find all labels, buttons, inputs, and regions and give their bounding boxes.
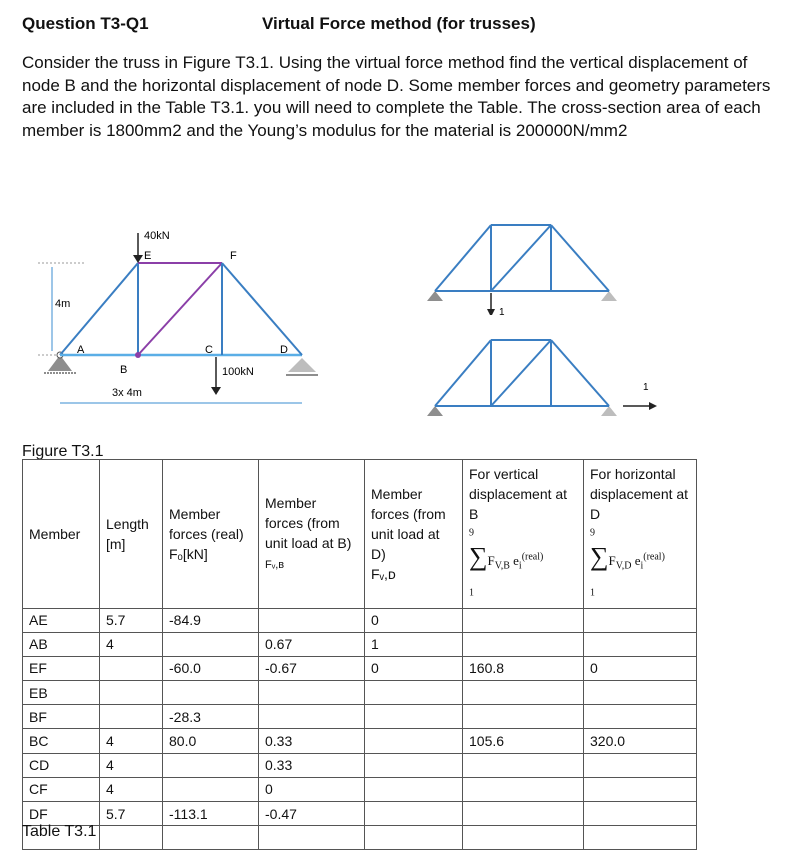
header-real-force: Member forces (real) Fₒ[kN] [163, 460, 259, 609]
cell-fvb [259, 826, 365, 850]
unit-load-d-truss [425, 320, 675, 420]
cell-fvb [259, 608, 365, 632]
cell-member: AE [23, 608, 100, 632]
cell-fvb: 0 [259, 777, 365, 801]
cell-sum-d [584, 681, 697, 705]
cell-member: BC [23, 729, 100, 753]
cell-length [100, 826, 163, 850]
member-ae [60, 263, 138, 355]
table-row [23, 753, 697, 777]
header-fvd: Member forces (from unit load at D) Fᵥ,ᴅ [365, 460, 463, 609]
header-disp-d: For horizontal displacement at D $^9$ $\sum F_{V,D}$ $e_i^{(real)}$ $_1$ [584, 460, 697, 609]
sum-b-formula: $^9$ $\sum F_{V,B}$ $e_i^{(real)}$ $_1$ [469, 528, 544, 599]
cell-real: -28.3 [163, 705, 259, 729]
load-40kn-label: 40kN [144, 230, 170, 242]
cell-sum-b: 160.8 [463, 656, 584, 680]
cell-fvd [365, 826, 463, 850]
table-row [23, 608, 697, 632]
cell-sum-b [463, 802, 584, 826]
node-b-label: B [120, 364, 128, 376]
cell-sum-d [584, 753, 697, 777]
cell-member: DF [23, 802, 100, 826]
cell-fvd [365, 802, 463, 826]
cell-sum-b [463, 608, 584, 632]
load-arrow-40kn [133, 255, 143, 263]
table-row [23, 632, 697, 656]
cell-real [163, 632, 259, 656]
cell-real [163, 681, 259, 705]
cell-fvd [365, 777, 463, 801]
node-e-label: E [144, 250, 152, 262]
member-df [222, 263, 302, 355]
cell-sum-d [584, 826, 697, 850]
cell-sum-d [584, 632, 697, 656]
sum-d-formula: $^9$ $\sum F_{V,D}$ $e_i^{(real)}$ $_1$ [590, 528, 665, 599]
cell-fvd [365, 753, 463, 777]
cell-sum-d [584, 705, 697, 729]
header-member: Member [23, 460, 100, 609]
problem-statement: Consider the truss in Figure T3.1. Using the virtual force method find the vertical displacement of node B and the horizontal displacement of node D. Some member forces and geometry parameters are included in the Table T3.1. you will need to complete the Table. The cross-section area of each member is 1800mm2 and the Young’s modulus for the material is 200000N/mm2 [22, 53, 771, 140]
cell-member: BF [23, 705, 100, 729]
table-row [23, 681, 697, 705]
cell-real [163, 826, 259, 850]
node-d-label: D [280, 344, 288, 356]
node-a-label: A [77, 344, 85, 356]
cell-sum-d: 320.0 [584, 729, 697, 753]
cell-real [163, 777, 259, 801]
cell-fvd: 0 [365, 608, 463, 632]
cell-length [100, 681, 163, 705]
cell-sum-d [584, 777, 697, 801]
cell-fvd [365, 705, 463, 729]
cell-fvd [365, 681, 463, 705]
cell-sum-b [463, 632, 584, 656]
table-header-row [23, 460, 697, 609]
cell-sum-d [584, 802, 697, 826]
cell-real: -84.9 [163, 608, 259, 632]
cell-member: CF [23, 777, 100, 801]
table-row [23, 826, 697, 850]
cell-member: AB [23, 632, 100, 656]
figure-caption: Figure T3.1 [22, 443, 104, 460]
cell-sum-b [463, 826, 584, 850]
cell-real: -60.0 [163, 656, 259, 680]
load-100kn-label: 100kN [222, 366, 254, 378]
cell-fvb [259, 705, 365, 729]
main-truss-figure [0, 215, 420, 415]
unit-load-arrow-d [649, 402, 657, 410]
table-row [23, 729, 697, 753]
node-c-label: C [205, 344, 213, 356]
cell-length: 5.7 [100, 802, 163, 826]
height-dim-label: 4m [55, 298, 71, 310]
cell-fvb [259, 681, 365, 705]
cell-fvb: -0.47 [259, 802, 365, 826]
table-row [23, 777, 697, 801]
question-id: Question T3-Q1 [22, 14, 149, 33]
cell-sum-b [463, 681, 584, 705]
cell-fvb: -0.67 [259, 656, 365, 680]
cell-sum-d: 0 [584, 656, 697, 680]
unit-load-b-label: 1 [499, 307, 505, 315]
unit-load-d-label: 1 [643, 382, 649, 393]
cell-fvb: 0.33 [259, 729, 365, 753]
cell-real: -113.1 [163, 802, 259, 826]
span-dim-label: 3x 4m [112, 387, 142, 399]
unit-load-arrow-b [487, 309, 495, 315]
cell-fvb: 0.67 [259, 632, 365, 656]
load-arrow-100kn [211, 387, 221, 395]
cell-fvd: 0 [365, 656, 463, 680]
cell-length: 4 [100, 632, 163, 656]
header-length: Length [m] [100, 460, 163, 609]
table-row [23, 802, 697, 826]
cell-sum-b [463, 777, 584, 801]
cell-member: EF [23, 656, 100, 680]
unit-load-b-truss [425, 205, 675, 315]
roller-support-d [286, 358, 318, 375]
cell-fvb: 0.33 [259, 753, 365, 777]
cell-length: 4 [100, 777, 163, 801]
cell-length [100, 656, 163, 680]
cell-length [100, 705, 163, 729]
header-disp-b: For vertical displacement at B $^9$ $\sum F_{V,B}$ $e_i^{(real)}$ $_1$ [463, 460, 584, 609]
table-row [23, 656, 697, 680]
cell-sum-b: 105.6 [463, 729, 584, 753]
cell-sum-b [463, 753, 584, 777]
member-forces-table [22, 459, 697, 850]
cell-member: CD [23, 753, 100, 777]
cell-real: 80.0 [163, 729, 259, 753]
cell-length: 5.7 [100, 608, 163, 632]
header-fvb: Member forces (from unit load at B) Fᵥ,ʙ [259, 460, 365, 609]
table-caption: Table T3.1 [22, 823, 97, 840]
cell-length: 4 [100, 729, 163, 753]
member-bf [138, 263, 222, 355]
cell-length: 4 [100, 753, 163, 777]
cell-member: EB [23, 681, 100, 705]
cell-sum-b [463, 705, 584, 729]
table-row [23, 705, 697, 729]
cell-real [163, 753, 259, 777]
node-f-label: F [230, 250, 237, 262]
cell-fvd: 1 [365, 632, 463, 656]
question-title: Virtual Force method (for trusses) [262, 14, 536, 33]
cell-sum-d [584, 608, 697, 632]
cell-fvd [365, 729, 463, 753]
